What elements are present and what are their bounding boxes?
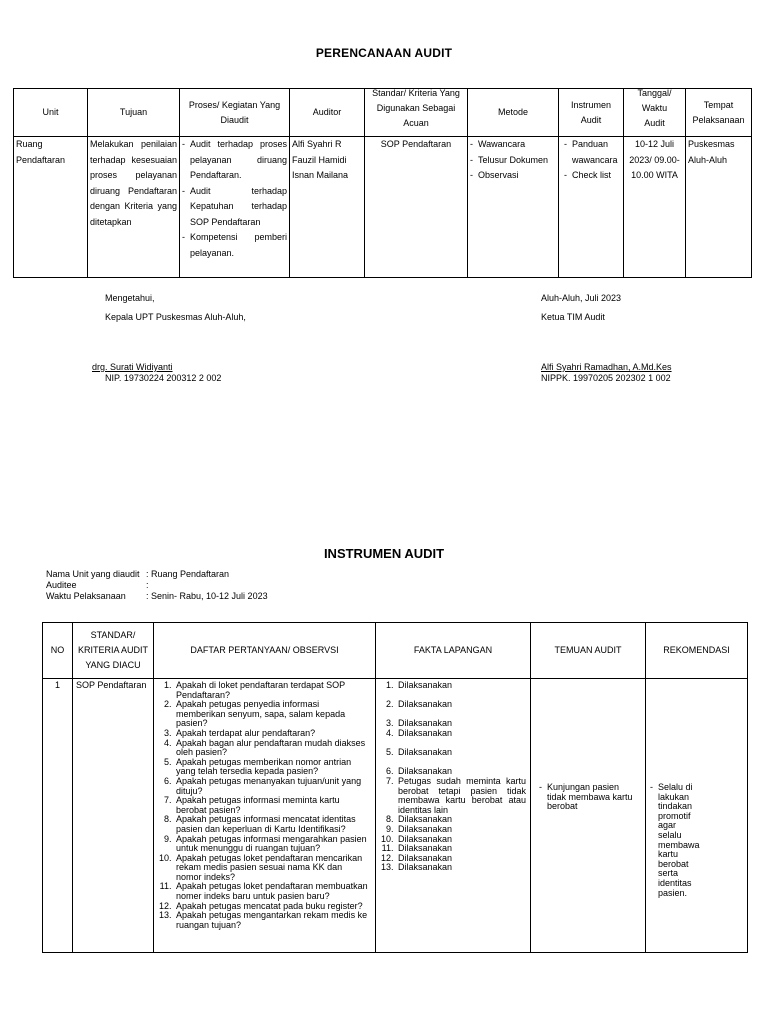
plan-cell-instrumen — [559, 137, 624, 278]
plan-header-instrumen: Instrumen Audit — [559, 89, 624, 137]
plan-header-tempat: Tempat Pelaksanaan — [686, 89, 752, 137]
instrument-header-temuan: TEMUAN AUDIT — [531, 623, 646, 679]
signature-left-line1: Mengetahui, — [105, 293, 155, 303]
question-item: 10. Apakah petugas loket pendaftaran mencarikan rekam medis pasien sesuai nama KK dan nomor indeks? — [174, 854, 369, 883]
instrument-cell-questions — [154, 679, 376, 953]
plan-header-tujuan: Tujuan — [88, 89, 180, 137]
auditor-name: Fauzil Hamidi — [292, 154, 347, 165]
plan-cell-metode — [468, 137, 559, 278]
question-item: 8. Apakah petugas informasi mencatat identitas pasien dan keperluan di Kartu Identifikasi? — [174, 815, 369, 834]
signature-left-name: drg. Surati Widiyanti — [92, 362, 173, 372]
fact-item: 7. Petugas sudah meminta kartu berobat tetapi pasien tidak membawa kartu berobat atau identitas lain — [396, 777, 526, 815]
plan-row — [14, 137, 752, 278]
plan-cell-tujuan: Melakukan penilaian terhadap kesesuaian proses pelayanan diruang Pendaftaran dengan Kriteria yang ditetapkan — [88, 137, 180, 278]
signature-left-name-block — [92, 362, 221, 384]
audit-meta — [46, 569, 268, 602]
fact-item: 11. Dilaksanakan — [396, 844, 526, 854]
fact-item: 8. Dilaksanakan — [396, 815, 526, 825]
instrument-header-no: NO — [43, 623, 73, 679]
meta-auditee-label: Auditee — [46, 580, 77, 590]
plan-cell-auditor — [290, 137, 365, 278]
plan-cell-standar: SOP Pendaftaran — [365, 137, 468, 278]
instrument-header-pertanyaan: DAFTAR PERTANYAAN/ OBSERVSI — [154, 623, 376, 679]
fact-item: 5. Dilaksanakan — [396, 748, 526, 758]
fact-item: 3. Dilaksanakan — [396, 719, 526, 729]
fact-item: 2. Dilaksanakan — [396, 700, 526, 710]
fact-item: 10. Dilaksanakan — [396, 835, 526, 845]
plan-cell-tanggal: 10-12 Juli 2023/ 09.00-10.00 WITA — [624, 137, 686, 278]
signature-right-line2: Ketua TIM Audit — [541, 312, 605, 322]
fact-item: 1. Dilaksanakan — [396, 681, 526, 691]
signature-right-line1: Aluh-Aluh, Juli 2023 — [541, 293, 622, 303]
question-item: 6. Apakah petugas menanyakan tujuan/unit yang dituju? — [174, 777, 369, 796]
fact-item: 4. Dilaksanakan — [396, 729, 526, 739]
signature-right-block — [541, 290, 621, 326]
plan-header-tanggal: Tanggal/ Waktu Audit — [624, 89, 686, 137]
meta-unit-value: : Ruang Pendaftaran — [146, 569, 230, 579]
instrument-header-row — [43, 623, 748, 679]
plan-cell-proses — [180, 137, 290, 278]
rekomendasi-item: - Selalu di lakukan tindakan promotif agar selalu membawa kartu berobat serta identitas pasien. — [650, 783, 700, 898]
fact-item: 12. Dilaksanakan — [396, 854, 526, 864]
proses-item: - Audit terhadap proses pelayanan diruang Pendaftaran. — [182, 137, 287, 184]
question-item: 9. Apakah petugas informasi mengarahkan pasien untuk menunggu di ruangan tujuan? — [174, 835, 369, 854]
question-item: 5. Apakah petugas memberikan nomor antrian yang telah tersedia kepada pasien? — [174, 758, 369, 777]
question-item: 11. Apakah petugas loket pendaftaran membuatkan nomer indeks baru untuk pasien baru? — [174, 882, 369, 901]
audit-instrument-table — [42, 622, 748, 953]
plan-header-row — [14, 89, 752, 137]
instrument-cell-standar: SOP Pendaftaran — [73, 679, 154, 953]
plan-title: PERENCANAAN AUDIT — [315, 46, 453, 60]
instrument-header-rekomendasi: REKOMENDASI — [646, 623, 748, 679]
instrument-header-fakta: FAKTA LAPANGAN — [376, 623, 531, 679]
temuan-item: - Kunjungan pasien tidak membawa kartu berobat — [539, 783, 635, 812]
signature-left-line2: Kepala UPT Puskesmas Aluh-Aluh, — [105, 312, 246, 322]
plan-cell-tempat: Puskesmas Aluh-Aluh — [686, 137, 752, 278]
signature-right-id: NIPPK. 19970205 202302 1 002 — [541, 373, 671, 383]
instrument-cell-temuan — [531, 679, 646, 953]
auditor-name: Isnan Mailana — [292, 170, 349, 180]
plan-header-proses: Proses/ Kegiatan Yang Diaudit — [180, 89, 290, 137]
audit-plan-table — [13, 88, 752, 278]
plan-header-metode: Metode — [468, 89, 559, 137]
proses-item: - Kompetensi pemberi pelayanan. — [182, 230, 287, 261]
plan-cell-unit: Ruang Pendaftaran — [14, 137, 88, 278]
question-item: 12. Apakah petugas mencatat pada buku register? — [174, 902, 369, 912]
instrument-row — [43, 679, 748, 953]
signature-right-name: Alfi Syahri Ramadhan, A.Md.Kes — [541, 362, 672, 372]
fact-item: 9. Dilaksanakan — [396, 825, 526, 835]
metode-item: - Wawancara — [470, 137, 556, 153]
instrument-cell-rekomendasi — [646, 679, 748, 953]
fact-item: 13. Dilaksanakan — [396, 863, 526, 873]
question-item: 7. Apakah petugas informasi meminta kartu berobat pasien? — [174, 796, 369, 815]
instrument-title: INSTRUMEN AUDIT — [323, 546, 445, 561]
question-item: 13. Apakah petugas mengantarkan rekam medis ke ruangan tujuan? — [174, 911, 369, 930]
metode-item: - Telusur Dokumen — [470, 153, 556, 169]
signature-left-block — [105, 290, 246, 326]
signature-right-name-block — [541, 362, 672, 384]
plan-header-unit: Unit — [14, 89, 88, 137]
instrumen-item: - Check list — [564, 168, 621, 184]
signature-left-id: NIP. 19730224 200312 2 002 — [105, 373, 222, 383]
fact-item: 6. Dilaksanakan — [396, 767, 526, 777]
question-item: 2. Apakah petugas penyedia informasi memberikan senyum, sapa, salam kepada pasien? — [174, 700, 369, 729]
meta-auditee-value: : — [146, 580, 149, 590]
proses-item: - Audit terhadap Kepatuhan terhadap SOP Pendaftaran — [182, 184, 287, 231]
instrument-cell-no: 1 — [43, 679, 73, 953]
instrumen-item: - Panduan wawancara — [564, 137, 621, 168]
metode-item: - Observasi — [470, 168, 556, 184]
meta-waktu-value: : Senin- Rabu, 10-12 Juli 2023 — [146, 591, 268, 601]
question-item: 1. Apakah di loket pendaftaran terdapat SOP Pendaftaran? — [174, 681, 369, 700]
plan-header-standar: Standar/ Kriteria Yang Digunakan Sebagai Acuan — [365, 89, 468, 137]
auditor-name: Alfi Syahri R — [292, 139, 342, 149]
meta-unit-label: Nama Unit yang diaudit — [46, 569, 140, 579]
meta-waktu-label: Waktu Pelaksanaan — [46, 591, 126, 601]
question-item: 4. Apakah bagan alur pendaftaran mudah diakses oleh pasien? — [174, 739, 369, 758]
instrument-cell-facts — [376, 679, 531, 953]
plan-header-auditor: Auditor — [290, 89, 365, 137]
instrument-header-standar: STANDAR/ KRITERIA AUDIT YANG DIACU — [73, 623, 154, 679]
question-item: 3. Apakah terdapat alur pendaftaran? — [174, 729, 369, 739]
